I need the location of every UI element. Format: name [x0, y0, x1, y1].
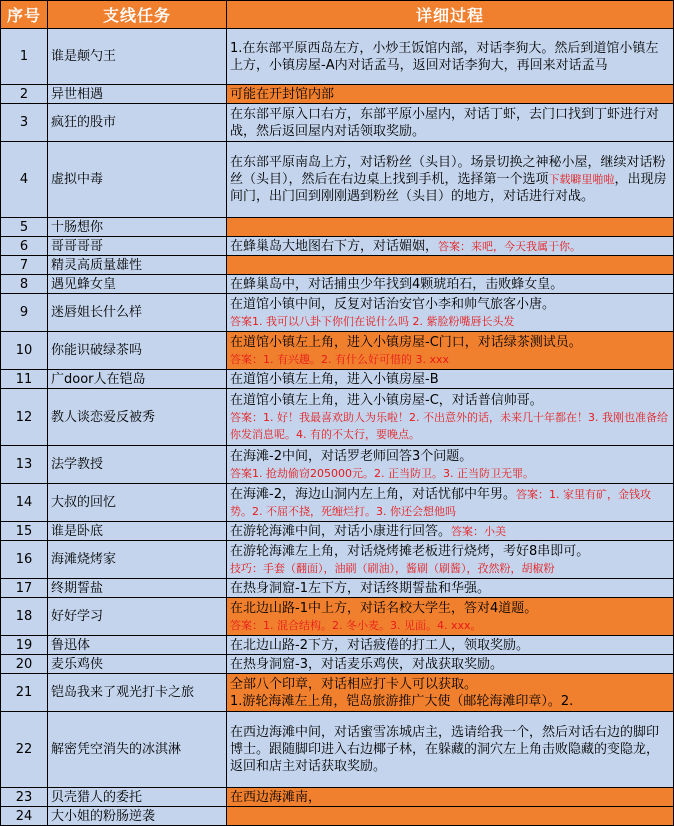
- table-row: [1, 370, 674, 389]
- cell-task-name: 遇见蜂女皇: [48, 275, 227, 294]
- cell-num: 17: [1, 579, 48, 598]
- cell-num: 1: [1, 29, 48, 85]
- table-row: [1, 712, 674, 788]
- cell-task-name: 十肠想你: [48, 218, 227, 237]
- answer-text: 答案：1. 好！我最喜欢助人为乐啦！2. 不出意外的话，未来几十年都在！3. 我刚也准备给你发消息呢。4. 有的不太行，要晚点。: [230, 410, 668, 441]
- detail-text: 在热身洞窟-1左下方，对话终期誓盐和华强。: [230, 580, 490, 596]
- table-row: [1, 104, 674, 142]
- answer-text: 答案：1. 家里有矿，金钱攻势。2. 不屈不挠，死缠烂打。3. 你还会想他吗: [230, 487, 651, 518]
- header-task: 支线任务: [48, 1, 227, 29]
- detail-text: 可能在开封馆内部: [230, 86, 335, 102]
- cell-task-name: 铠岛我来了观光打卡之旅: [48, 674, 227, 712]
- cell-num: 24: [1, 807, 48, 826]
- table-row: [1, 218, 674, 237]
- cell-num: 2: [1, 85, 48, 104]
- cell-num: 13: [1, 446, 48, 484]
- table-row: [1, 674, 674, 712]
- detail-text: 在道馆小镇左上角，进入小镇房屋-C，对话普信帅哥。: [230, 392, 543, 408]
- cell-task-name: 法学教授: [48, 446, 227, 484]
- cell-detail: [227, 788, 674, 807]
- cell-detail: [227, 85, 674, 104]
- detail-text: 1.游轮海滩左上角，铠岛旅游推广大使（邮轮海滩印章）。2.: [230, 693, 574, 709]
- detail-text: 在道馆小镇左上角，进入小镇房屋-C门口，对话绿茶测试员。: [230, 334, 582, 350]
- cell-detail: [227, 104, 674, 142]
- cell-detail: [227, 29, 674, 85]
- detail-text: 在道馆小镇中间，反复对话治安官小李和帅气旅客小唐。: [230, 296, 556, 312]
- table-row: [1, 294, 674, 332]
- detail-text: 在海滩-2中间，对话罗老师回答3个问题。: [230, 448, 473, 464]
- detail-text: 在北边山路-1中上方，对话名校大学生，答对4道题。: [230, 600, 538, 616]
- cell-num: 12: [1, 389, 48, 446]
- answer-text: 答案：1. 混合结构。2. 冬小麦。3. 见面。4. xxx。: [230, 618, 482, 632]
- cell-detail: [227, 256, 674, 275]
- cell-num: 15: [1, 522, 48, 541]
- answer-text: 技巧：手套（翻面），油刷（刷油），酱刷（刷酱），孜然粉，胡椒粉: [230, 561, 555, 575]
- cell-detail: [227, 332, 674, 370]
- detail-text: 在西边海滩南，: [230, 789, 322, 805]
- table-body: [1, 29, 674, 826]
- cell-task-name: 精灵高质量雄性: [48, 256, 227, 275]
- table-row: [1, 579, 674, 598]
- detail-text: 在海滩-2，海边山洞内左上角，对话忧郁中年男。: [230, 486, 516, 502]
- table-row: [1, 142, 674, 218]
- cell-task-name: 广door人在铠岛: [48, 370, 227, 389]
- cell-detail: [227, 807, 674, 826]
- answer-text: 答案：来吧，今天我属于你。: [438, 239, 582, 253]
- cell-detail: [227, 636, 674, 655]
- cell-task-name: 贝壳猎人的委托: [48, 788, 227, 807]
- table-row: [1, 446, 674, 484]
- cell-task-name: 你能识破绿茶吗: [48, 332, 227, 370]
- detail-text: 在游轮海滩中间，对话小康进行回答。: [230, 523, 452, 539]
- header-row: [1, 1, 674, 29]
- table-row: [1, 237, 674, 256]
- table-row: [1, 655, 674, 674]
- answer-text: 答案1. 抢劫偷窃205000元。2. 正当防卫。3. 正当防卫无罪。: [230, 466, 534, 480]
- cell-detail: [227, 237, 674, 256]
- cell-num: 19: [1, 636, 48, 655]
- cell-num: 11: [1, 370, 48, 389]
- table-row: [1, 275, 674, 294]
- table-row: [1, 788, 674, 807]
- cell-task-name: 疯狂的股市: [48, 104, 227, 142]
- cell-task-name: 哥哥哥哥: [48, 237, 227, 256]
- cell-num: 22: [1, 712, 48, 788]
- answer-text: 下载噼里啪啦: [548, 173, 615, 186]
- table-row: [1, 29, 674, 85]
- cell-num: 7: [1, 256, 48, 275]
- cell-task-name: 鲁迅体: [48, 636, 227, 655]
- cell-detail: [227, 446, 674, 484]
- cell-task-name: 麦乐鸡侠: [48, 655, 227, 674]
- table-row: [1, 807, 674, 826]
- detail-text: 在东部平原入口右方，东部平原小屋内，对话丁虾，去门口找到丁虾进行对战，然后返回屋内对话领取奖励。: [230, 106, 660, 139]
- detail-text: 在北边山路-2下方，对话疲倦的打工人，领取奖励。: [230, 637, 529, 653]
- table-row: [1, 522, 674, 541]
- answer-text: 答案1. 我可以八卦下你们在说什么吗 2. 紫脸粉嘴唇长头发: [230, 314, 515, 328]
- cell-task-name: 好好学习: [48, 598, 227, 636]
- cell-detail: [227, 370, 674, 389]
- detail-text: 在道馆小镇左上角，进入小镇房屋-B: [230, 371, 439, 387]
- table-row: [1, 636, 674, 655]
- table-row: [1, 85, 674, 104]
- cell-task-name: 海滩烧烤家: [48, 541, 227, 579]
- cell-task-name: 终期誓盐: [48, 579, 227, 598]
- table-row: [1, 541, 674, 579]
- table-row: [1, 332, 674, 370]
- cell-num: 6: [1, 237, 48, 256]
- detail-text: 在热身洞窟-3，对话麦乐鸡侠，对战获取奖励。: [230, 656, 503, 672]
- table-row: [1, 484, 674, 522]
- detail-text: 在蜂巢岛中，对话捕虫少年找到4颗琥珀石，击败蜂女皇。: [230, 276, 564, 292]
- table-row: [1, 598, 674, 636]
- header-num: 序号: [1, 1, 48, 29]
- cell-num: 9: [1, 294, 48, 332]
- detail-text: 在西边海滩中间，对话蜜雪冻城店主，选请给我一个，然后对话右边的脚印博士。跟随脚印进入右边椰子林，在躲藏的洞穴左上角击败隐藏的变隐龙，返回和店主对话获取奖励。: [230, 725, 660, 774]
- cell-detail: [227, 579, 674, 598]
- cell-num: 3: [1, 104, 48, 142]
- cell-task-name: 大叔的回忆: [48, 484, 227, 522]
- cell-detail: [227, 674, 674, 712]
- cell-num: 5: [1, 218, 48, 237]
- cell-num: 14: [1, 484, 48, 522]
- cell-num: 10: [1, 332, 48, 370]
- header-detail: 详细过程: [227, 1, 674, 29]
- cell-task-name: 谁是卧底: [48, 522, 227, 541]
- cell-detail: [227, 541, 674, 579]
- cell-num: 20: [1, 655, 48, 674]
- cell-detail: [227, 294, 674, 332]
- cell-detail: [227, 712, 674, 788]
- cell-detail: [227, 218, 674, 237]
- cell-task-name: 虚拟中毒: [48, 142, 227, 218]
- answer-text: 答案：1. 有兴趣。2. 有什么好可惜的 3. xxx: [230, 352, 449, 366]
- cell-num: 21: [1, 674, 48, 712]
- detail-text: 1.在东部平原西岛左方，小炒王饭馆内部，对话李狗大。然后到道馆小镇左上方，小镇房屋-A内对话孟马，返回对话李狗大，再回来对话孟马: [230, 40, 659, 73]
- detail-text: 全部八个印章，对话相应打卡人可以获取。: [230, 676, 478, 692]
- detail-text: 在游轮海滩左上角，对话烧烤摊老板进行烧烤，考好8串即可。: [230, 543, 590, 559]
- cell-task-name: 异世相遇: [48, 85, 227, 104]
- cell-detail: [227, 484, 674, 522]
- cell-detail: [227, 389, 674, 446]
- table-row: [1, 389, 674, 446]
- cell-task-name: 迷唇姐长什么样: [48, 294, 227, 332]
- detail-text: ，出现房间门，出门回到刚刚遇到粉丝（头目）的地方，对话进行对战。: [230, 172, 667, 204]
- table-row: [1, 256, 674, 275]
- cell-detail: [227, 142, 674, 218]
- cell-num: 18: [1, 598, 48, 636]
- cell-num: 4: [1, 142, 48, 218]
- cell-num: 23: [1, 788, 48, 807]
- cell-detail: [227, 522, 674, 541]
- detail-text: 在蜂巢岛大地图右下方，对话媚姻，: [230, 238, 439, 254]
- cell-detail: [227, 655, 674, 674]
- detail-text: 在东部平原南岛上方，对话粉丝（头目）。场景切换之神秘小屋，继续对话粉丝（头目），然后在右边桌上找到手机，选择第一个选项: [230, 155, 666, 187]
- answer-text: 答案：小美: [451, 524, 507, 538]
- cell-detail: [227, 598, 674, 636]
- cell-num: 8: [1, 275, 48, 294]
- cell-detail: [227, 275, 674, 294]
- cell-task-name: 大小姐的粉肠逆袭: [48, 807, 227, 826]
- cell-task-name: 谁是颠勺王: [48, 29, 227, 85]
- cell-num: 16: [1, 541, 48, 579]
- cell-task-name: 教人谈恋爱反被秀: [48, 389, 227, 446]
- cell-task-name: 解密凭空消失的冰淇淋: [48, 712, 227, 788]
